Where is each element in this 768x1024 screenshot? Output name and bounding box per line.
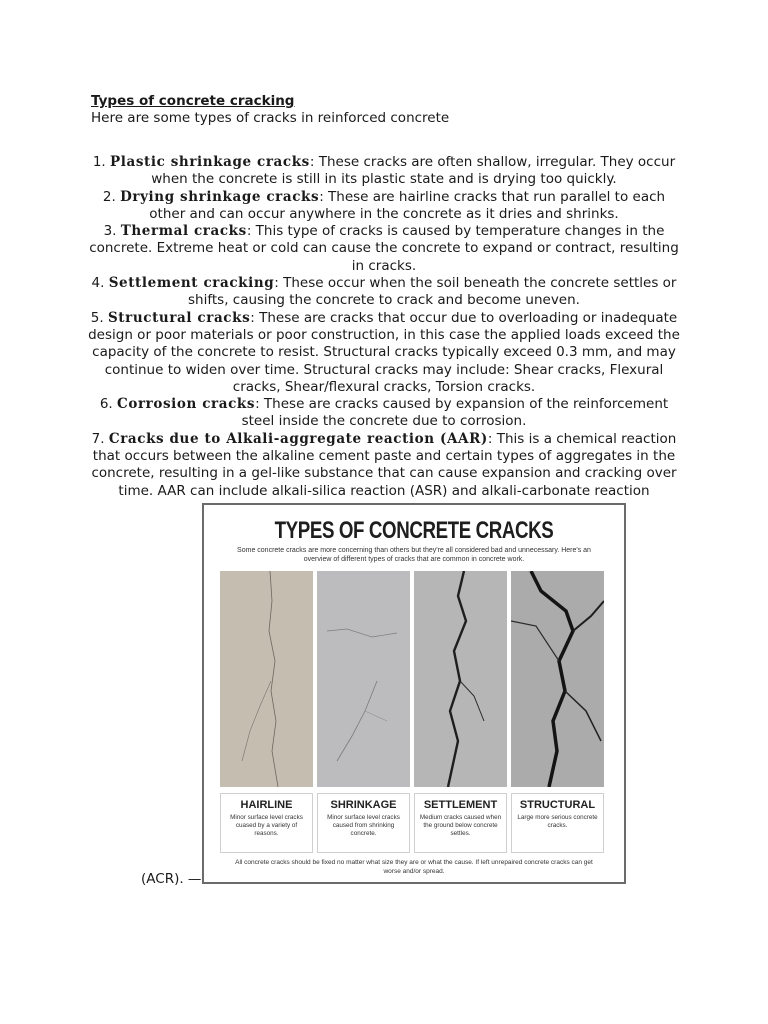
- item-term: Thermal cracks: [120, 223, 247, 240]
- hairline-crack-photo: [220, 571, 313, 787]
- item-term: Corrosion cracks: [117, 396, 256, 413]
- structural-crack-photo: [511, 571, 604, 787]
- shrinkage-caption: SHRINKAGE Minor surface level cracks caused from shrinking concrete.: [317, 793, 410, 853]
- infographic-footer: All concrete cracks should be fixed no matter what size they are or what the cause. If left unrepaired concrete cracks can get worse and/or spread.: [235, 859, 593, 875]
- item-term: Drying shrinkage cracks: [120, 188, 320, 205]
- list-item: 6. Corrosion cracks: These are cracks caused by expansion of the reinforcement steel inside the concrete due to corrosion.: [99, 396, 669, 430]
- crack-type-list: [88, 154, 680, 500]
- infographic-subtitle: Some concrete cracks are more concerning than others but they're all considered bad and unnecessary. Here's an overview of different types of cracks that are common in concrete work.: [237, 547, 591, 563]
- concrete-cracks-infographic: [202, 503, 626, 884]
- shrinkage-crack-photo: [317, 571, 410, 787]
- infographic-title: TYPES OF CONCRETE CRACKS: [274, 517, 554, 544]
- list-item: 3. Thermal cracks: This type of cracks is caused by temperature changes in the concrete. Extreme heat or cold can cause the concrete to expand or contract, resulting in cracks.: [89, 223, 679, 274]
- settlement-caption: SETTLEMENT Medium cracks caused when the ground below concrete settles.: [414, 793, 507, 853]
- panel-shrinkage: [317, 571, 410, 853]
- item-term: Cracks due to Alkali-aggregate reaction (AAR): [108, 430, 488, 447]
- list-item: 1. Plastic shrinkage cracks: These cracks are often shallow, irregular. They occur when the concrete is still in its plastic state and is drying too quickly.: [92, 154, 676, 188]
- item-term: Settlement cracking: [108, 275, 275, 292]
- panel-hairline: [220, 571, 313, 853]
- item-term: Structural cracks: [107, 309, 251, 326]
- list-item: 5. Structural cracks: These are cracks that occur due to overloading or inadequate design or poor materials or poor construction, in this case the applied loads exceed the capacity of the concrete to resist. Structural cracks typically exceed 0.3 mm, and may continue to widen over time. Structural cracks may include: Shear cracks, Flexural cracks, Shear/flexural cracks, Torsion cracks.: [88, 309, 680, 395]
- list-item: 7. Cracks due to Alkali-aggregate reaction (AAR): This is a chemical reaction that occurs between the alkaline cement paste and certain types of aggregates in the concrete, resulting in a gel-like substance that can cause expansion and cracking over time. AAR can include alkali-silica reaction (ASR) and alkali-carbonate reaction: [91, 430, 677, 499]
- structural-caption: STRUCTURAL Large more serious concrete cracks.: [511, 793, 604, 853]
- settlement-crack-photo: [414, 571, 507, 787]
- trailing-text: (ACR). —: [141, 871, 202, 887]
- page-heading: Types of concrete cracking: [91, 93, 295, 109]
- item-term: Plastic shrinkage cracks: [110, 154, 310, 170]
- panel-settlement: [414, 571, 507, 853]
- hairline-caption: HAIRLINE Minor surface level cracks cuased by a variety of reasons.: [220, 793, 313, 853]
- intro-text: Here are some types of cracks in reinforced concrete: [91, 110, 450, 126]
- list-item: 2. Drying shrinkage cracks: These are hairline cracks that run parallel to each other and can occur anywhere in the concrete as it dries and shrinks.: [102, 188, 666, 222]
- panel-structural: [511, 571, 604, 853]
- list-item: 4. Settlement cracking: These occur when the soil beneath the concrete settles or shifts, causing the concrete to crack and become uneven.: [91, 275, 677, 309]
